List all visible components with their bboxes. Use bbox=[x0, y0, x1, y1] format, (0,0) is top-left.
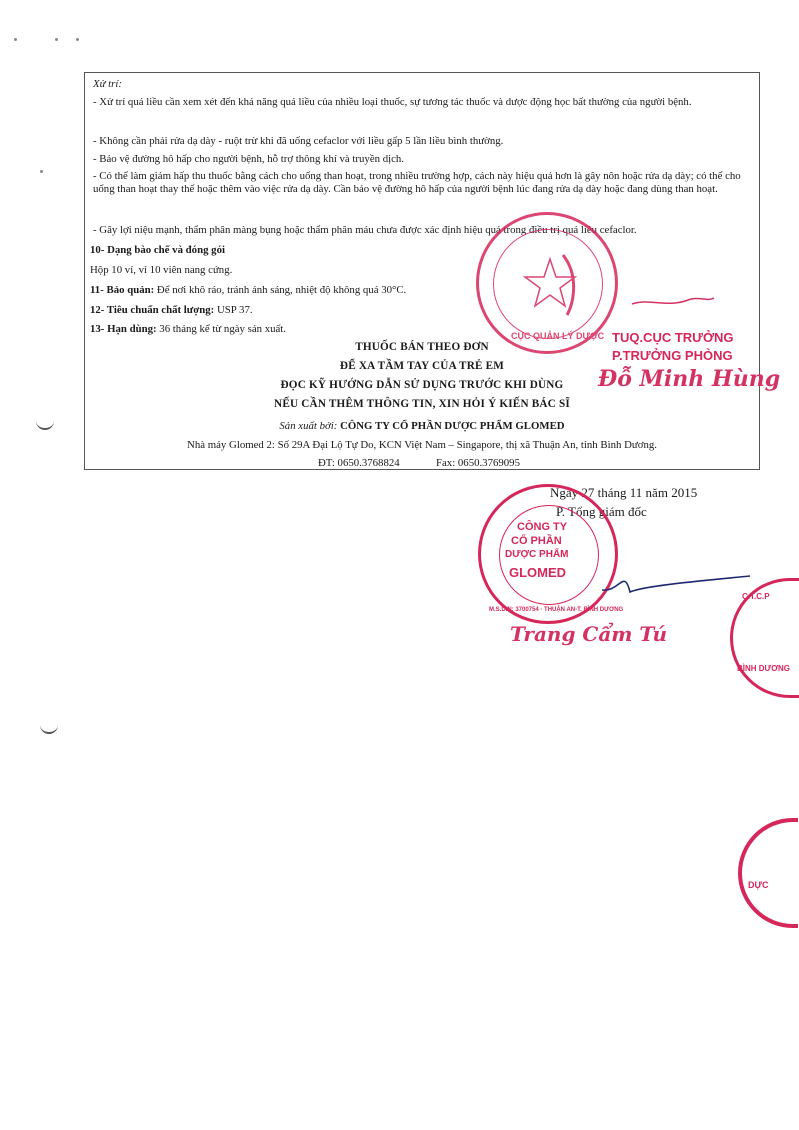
treatment-item-1: - Xử trí quá liều cần xem xét đến khả năng quá liều của nhiều loại thuốc, sự tương tác thuốc và dược động học bất thường của người bệnh. bbox=[93, 96, 692, 108]
approval-title-2: P.TRƯỞNG PHÒNG bbox=[612, 348, 733, 363]
punch-hole bbox=[40, 722, 58, 734]
manufacturer-line bbox=[84, 420, 760, 433]
treatment-item-3: - Bảo vệ đường hô hấp cho người bệnh, hỗ trợ thông khí và truyền dịch. bbox=[93, 153, 404, 165]
edge-stamp-text2: BÌNH DƯƠNG bbox=[737, 664, 791, 673]
punch-hole bbox=[36, 418, 54, 430]
warning-ask-doctor: NẾU CẦN THÊM THÔNG TIN, XIN HỎI Ý KIẾN BÁC SĨ bbox=[274, 398, 570, 410]
manufacturer-label: Sản xuất bởi: bbox=[279, 420, 338, 432]
scan-speck bbox=[14, 38, 17, 41]
section-10-text: Hộp 10 vỉ, vỉ 10 viên nang cứng. bbox=[90, 264, 233, 276]
manufacturer-phone: ĐT: 0650.3768824 bbox=[318, 457, 400, 469]
section-13-label: 13- Hạn dùng: bbox=[90, 323, 157, 335]
edge-stamp-text1: C.T.C.P bbox=[742, 592, 770, 601]
approval-title-1: TUQ.CỤC TRƯỞNG bbox=[612, 330, 734, 345]
warning-read-instructions: ĐỌC KỸ HƯỚNG DẪN SỬ DỤNG TRƯỚC KHI DÙNG bbox=[280, 379, 564, 391]
treatment-item-2: - Không cần phải rửa dạ dày - ruột trừ khi đã uống cefaclor với liều gấp 5 lần liều bình thường. bbox=[93, 135, 504, 147]
treatment-heading: Xử trí: bbox=[93, 78, 122, 90]
manufacturer-fax: Fax: 0650.3769095 bbox=[436, 457, 520, 469]
scan-speck bbox=[55, 38, 58, 41]
section-11-text: Để nơi khô ráo, tránh ánh sáng, nhiệt độ không quá 30°C. bbox=[154, 284, 407, 296]
warning-prescription: THUỐC BÁN THEO ĐƠN bbox=[355, 341, 489, 353]
approval-stamp bbox=[476, 212, 618, 354]
section-12 bbox=[90, 304, 253, 317]
section-13 bbox=[90, 323, 286, 336]
approval-signature: Đỗ Minh Hùng bbox=[598, 366, 781, 392]
approval-scribble bbox=[628, 290, 718, 320]
signoff-title: P. Tổng giám đốc bbox=[556, 504, 647, 519]
glomed-stamp-line3: DƯỢC PHẨM bbox=[505, 549, 569, 560]
section-12-text: USP 37. bbox=[214, 304, 253, 316]
signoff-signature: Trang Cẩm Tú bbox=[510, 622, 668, 646]
edge-stamp-text3: DỰC bbox=[748, 880, 769, 890]
treatment-item-4: - Có thể làm giảm hấp thu thuốc bằng cách cho uống than hoạt, trong nhiều trường hợp, cách này hiệu quả hơn là gây nôn hoặc rửa dạ dày; có thể cho uống than hoạt thay thế hoặc thêm vào việc rửa dạ dày. Cần bảo vệ đường hô hấp của người bệnh lúc đang rửa dạ dày hoặc đang dùng than hoạt. bbox=[93, 170, 741, 195]
manufacturer-company: CÔNG TY CỔ PHẦN DƯỢC PHẨM GLOMED bbox=[340, 420, 565, 432]
section-12-label: 12- Tiêu chuẩn chất lượng: bbox=[90, 304, 215, 316]
treatment-item-5: - Gây lợi niệu mạnh, thẩm phân màng bụng hoặc thẩm phân máu chưa được xác định hiệu quả trong điều trị quá liều cefaclor. bbox=[93, 224, 637, 236]
glomed-stamp-line4: GLOMED bbox=[509, 565, 567, 580]
scan-speck bbox=[40, 170, 43, 173]
glomed-stamp-ring: M.S.D.N: 3700754 · THUẬN AN-T. BÌNH DƯƠNG bbox=[489, 607, 624, 613]
section-10-label: 10- Dạng bào chế và đóng gói bbox=[90, 244, 225, 256]
signoff-scribble bbox=[600, 562, 760, 602]
manufacturer-address: Nhà máy Glomed 2: Số 29A Đại Lộ Tự Do, KCN Việt Nam – Singapore, thị xã Thuận An, tỉnh Bình Dương. bbox=[187, 439, 657, 451]
glomed-stamp-line2: CỔ PHẦN bbox=[511, 535, 562, 547]
glomed-stamp-line1: CÔNG TY bbox=[517, 521, 568, 533]
approval-stamp-text: CỤC QUẢN LÝ DƯỢC bbox=[511, 331, 605, 341]
scan-speck bbox=[76, 38, 79, 41]
section-13-text: 36 tháng kể từ ngày sản xuất. bbox=[156, 323, 286, 335]
edge-stamp-lower bbox=[738, 818, 798, 928]
warning-children: ĐỂ XA TẦM TAY CỦA TRẺ EM bbox=[339, 360, 505, 372]
section-11 bbox=[90, 284, 406, 297]
section-11-label: 11- Bảo quản: bbox=[90, 284, 155, 296]
signoff-date: Ngày 27 tháng 11 năm 2015 bbox=[550, 485, 698, 500]
